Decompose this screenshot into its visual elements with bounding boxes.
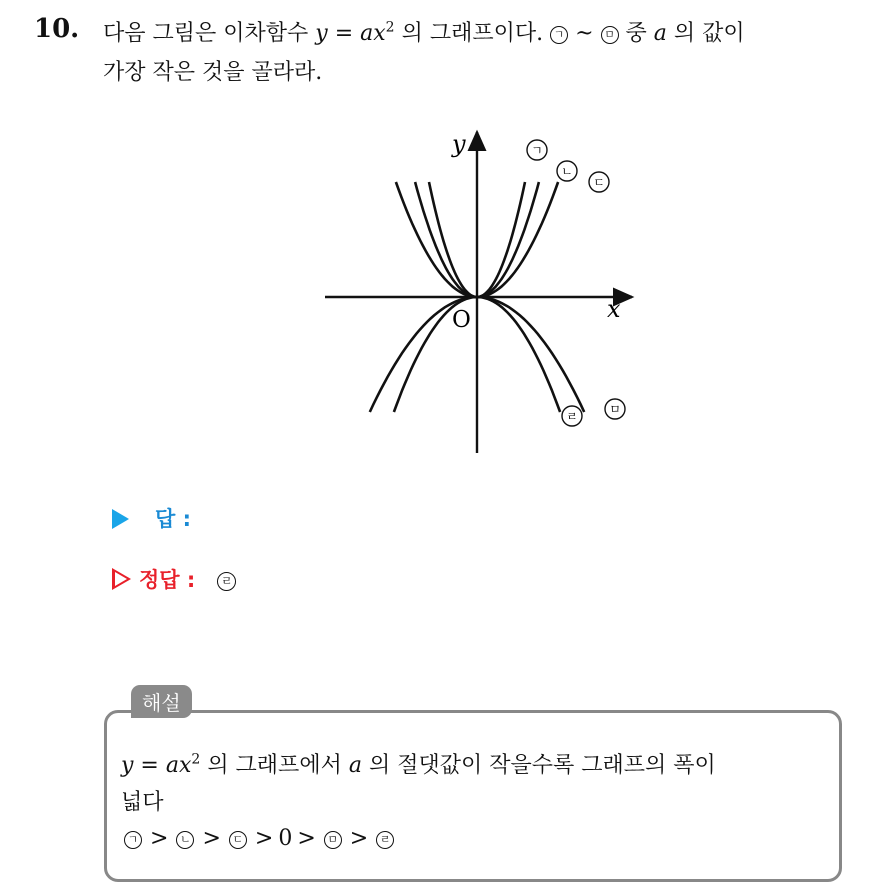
question-tail-pre: 중 [625, 21, 647, 46]
inequality-term-1: ㄱ [124, 831, 142, 849]
inequality-term-8: > [297, 826, 316, 851]
curve-label-4: ㄹ [566, 409, 578, 424]
explanation-inequality [121, 826, 397, 851]
explanation-line-1 [121, 748, 716, 779]
correct-answer-label: 정답 : [139, 568, 196, 592]
curve-label-3: ㄷ [593, 175, 605, 190]
question-mid: 의 그래프이다. [401, 21, 544, 46]
exp-eq-rhs: ax [165, 753, 192, 778]
curve-label-2: ㄴ [561, 164, 573, 179]
curve-labels [527, 140, 625, 426]
inequality-term-6: > [254, 826, 274, 851]
exp-eq-lhs: y [121, 753, 134, 778]
x-axis-label: x [607, 295, 621, 323]
origin-label: O [452, 307, 471, 333]
question-var-a: a [653, 21, 667, 46]
answer-label: 답 : [155, 507, 191, 531]
range-separator: ~ [575, 21, 594, 46]
inequality-term-7: 0 [278, 826, 293, 851]
exp-eq-equals: = [133, 753, 166, 778]
inequality-term-9: ㅁ [324, 831, 342, 849]
y-axis-label: y [452, 130, 466, 158]
inequality-term-5: ㄷ [229, 831, 247, 849]
eq-exponent: 2 [385, 19, 395, 36]
question-number: 10. [34, 14, 80, 44]
eq-lhs: y [315, 21, 328, 46]
eq-equals: = [327, 21, 361, 46]
explanation-tag: 해설 [131, 685, 192, 718]
inequality-term-3: ㄴ [176, 831, 194, 849]
correct-answer-value: ㄹ [217, 572, 236, 591]
exp-eq-exponent: 2 [191, 751, 201, 768]
answer-play-icon [112, 509, 129, 529]
explanation-line-2: 넓다 [121, 790, 164, 815]
exp-eq [121, 753, 200, 778]
inequality-term-2: > [150, 826, 169, 851]
range-start-circle: ㄱ [550, 26, 568, 44]
inequality-term-10: > [349, 826, 369, 851]
curve-label-1: ㄱ [531, 143, 543, 158]
exp-mid: 의 그래프에서 [207, 753, 342, 778]
eq-rhs: ax [360, 21, 386, 46]
inequality-term-4: > [202, 826, 221, 851]
question-tail-post: 의 값이 [673, 21, 745, 46]
question-line-2: 가장 작은 것을 골라라. [103, 60, 323, 85]
question-equation [315, 21, 394, 46]
curve-label-5: ㅁ [609, 402, 621, 417]
exp-var-a: a [348, 753, 362, 778]
range-end-circle: ㅁ [601, 26, 619, 44]
exp-tail: 의 절댓값이 작을수록 그래프의 폭이 [368, 753, 716, 778]
question-line-1 [103, 16, 745, 47]
inequality-term-11: ㄹ [376, 831, 394, 849]
parabola-graph [320, 120, 650, 460]
correct-answer-outline-play-icon [112, 568, 131, 590]
answer-blank-row [112, 503, 191, 533]
question-prefix: 다음 그림은 이차함수 [103, 21, 309, 46]
explanation-box [104, 710, 842, 882]
correct-answer-row [112, 564, 236, 594]
